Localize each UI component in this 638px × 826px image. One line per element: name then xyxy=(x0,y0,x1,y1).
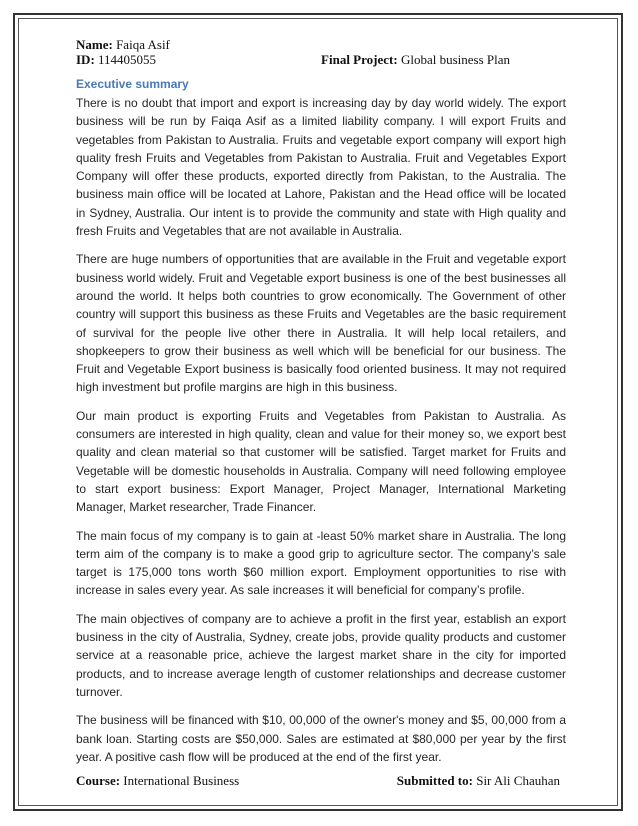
id-project-line xyxy=(76,52,566,67)
submitted-block xyxy=(397,773,560,789)
course-value: International Business xyxy=(123,773,240,788)
paragraph-5: The main objectives of company are to achieve a profit in the first year, establish an export business in the city of Australia, Sydney, create jobs, provide quality products and customer service at a reasonable price, achieve the largest market share in the city for imported products, and to increase average length of customer relationships and decrease customer turnover. xyxy=(76,611,566,699)
paragraph-2: There are huge numbers of opportunities that are available in the Fruit and vegetable export business world widely. Fruit and Vegetable export business is one of the best businesses all around the world. It helps both countries to grow economically. The Government of other country will support this business as these Fruits and Vegetables are the basic requirement of survival for the people live other there in Australia. It will help local retailers, and shopkeepers to grow their business as well which will be beneficial for our business. The Fruit and Vegetable Export business is basically food oriented business. It may not required high investment but profile margins are high in this business. xyxy=(76,252,566,395)
project-value: Global business Plan xyxy=(400,52,510,67)
project-label: Final Project: xyxy=(321,52,398,67)
paragraph-4: The main focus of my company is to gain at -least 50% market share in Australia. The long term aim of the company is to make a good grip to agriculture sector. The company’s sale target is 175,000 tons worth $60 million export. Employment opportunities to rise with increase in sales every year. As sale increases it will beneficial for company’s profile. xyxy=(76,528,566,598)
paragraph-1: There is no doubt that import and export is increasing day by day world widely. The export business will be run by Faiqa Asif as a limited liability company. I will export Fruits and vegetables from Pakistan to Australia. Fruits and vegetable export company will export high quality fresh Fruits and Vegetables from Pakistan to Australia. Fruit and Vegetables Export Company will offer these products, exported directly from Pakistan, to the Australia. The business main office will be located at Lahore, Pakistan and the Head office will be located in Sydney, Australia. Our intent is to provide the community and state with High quality and fresh Fruits and Vegetables that are not available in Australia. xyxy=(76,96,566,239)
paragraph-6: The business will be financed with $10, 00,000 of the owner's money and $5, 00,000 from a bank loan. Starting costs are $50,000. Sales are estimated at $80,000 per year by the first year. A positive cash flow will be produced at the end of the first year. xyxy=(76,713,566,764)
document-header xyxy=(76,37,566,67)
document-footer xyxy=(76,773,566,789)
name-line xyxy=(76,37,566,52)
id-value: 114405055 xyxy=(98,52,157,67)
name-value: Faiqa Asif xyxy=(116,37,170,52)
id-block xyxy=(76,52,156,67)
project-block xyxy=(321,52,510,67)
name-label: Name: xyxy=(76,37,113,52)
id-label: ID: xyxy=(76,52,95,67)
course-label: Course: xyxy=(76,773,121,788)
submitted-label: Submitted to: xyxy=(396,773,473,788)
paragraph-3: Our main product is exporting Fruits and Vegetables from Pakistan to Australia. As consumers are interested in high quality, clean and value for their money so, we export best quality and clean material so that customer will be satisfied. Target market for Fruits and Vegetable will be domestic households in Australia. Company will need following employee to start export business: Export Manager, Project Manager, International Marketing Manager, Market researcher, Trade Financer. xyxy=(76,408,566,515)
section-title: Executive summary xyxy=(76,77,189,91)
submitted-value: Sir Ali Chauhan xyxy=(476,773,560,788)
course-block xyxy=(76,773,239,789)
document-body xyxy=(76,76,566,776)
